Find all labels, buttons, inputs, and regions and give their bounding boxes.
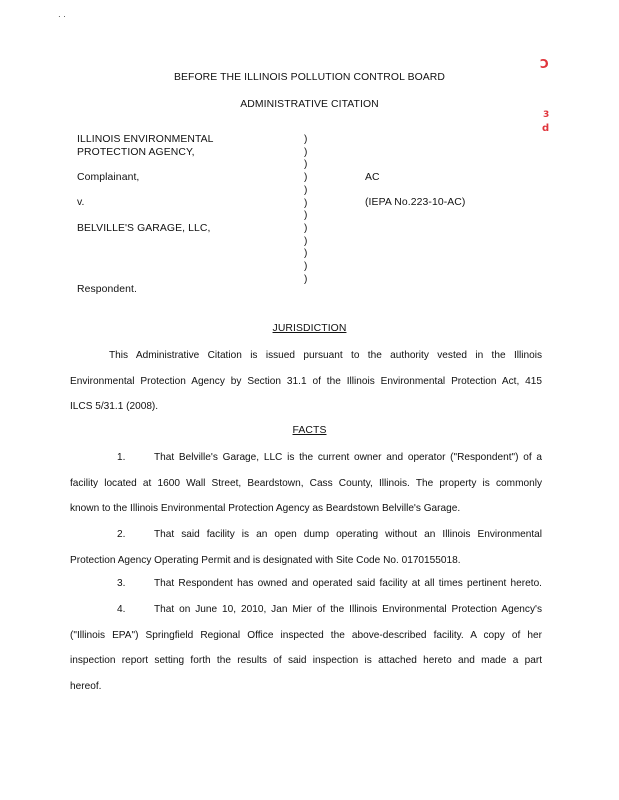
caption-paren: ): [304, 146, 308, 158]
case-number: (IEPA No.223-10-AC): [365, 197, 466, 208]
paragraph-line: Environmental Protection Agency by Section 31.1 of the Illinois Environmental Protection Act, 415: [70, 375, 542, 387]
caption-parentheses: [304, 134, 307, 286]
caption-paren: ): [304, 235, 308, 247]
caption-paren: ): [304, 222, 308, 234]
caption-paren: ): [304, 210, 308, 222]
fact-number: 2.: [117, 529, 126, 540]
caption-paren: ): [304, 134, 308, 145]
caption-paren: ): [304, 248, 308, 260]
fact-4: [70, 597, 542, 699]
paragraph-line: hereof.: [70, 680, 102, 692]
fact-1: [70, 445, 542, 522]
paragraph-line: facility located at 1600 Wall Street, Beardstown, Cass County, Illinois. The property is commonly: [70, 477, 542, 489]
paragraph-line: That said facility is an open dump operating without an Illinois Environmental: [154, 529, 542, 540]
case-type: AC: [365, 172, 380, 183]
paragraph-line: inspection report setting forth the results of said inspection is attached hereto and made a part: [70, 655, 542, 666]
complainant-label: Complainant,: [77, 172, 140, 183]
respondent-label: Respondent.: [77, 284, 138, 295]
jurisdiction-paragraph: [70, 343, 542, 420]
red-margin-mark: d: [542, 123, 550, 134]
fact-3: [70, 571, 542, 597]
document-title: ADMINISTRATIVE CITATION: [240, 99, 379, 110]
paragraph-line: This Administrative Citation is issued pursuant to the authority vested in the Illinois: [109, 350, 542, 361]
scan-mark: · ·: [58, 12, 66, 21]
caption-paren: ): [304, 273, 308, 285]
jurisdiction-heading: JURISDICTION: [272, 323, 347, 334]
paragraph-line: Protection Agency Operating Permit and is designated with Site Code No. 0170155018.: [70, 554, 461, 566]
caption-paren: ): [304, 261, 308, 273]
paragraph-line: That Belville's Garage, LLC is the current owner and operator ("Respondent") of a: [154, 452, 542, 463]
red-margin-mark: 3: [543, 110, 550, 120]
red-margin-mark: Ↄ: [540, 57, 549, 71]
versus: v.: [77, 197, 85, 208]
fact-2: [70, 522, 542, 573]
complainant-name-line2: PROTECTION AGENCY,: [77, 147, 195, 158]
caption-paren: ): [304, 159, 308, 171]
paragraph-line: ILCS 5/31.1 (2008).: [70, 401, 159, 412]
caption-paren: ): [304, 197, 308, 209]
paragraph-line: known to the Illinois Environmental Protection Agency as Beardstown Belville's Garage.: [70, 503, 461, 514]
facts-heading: FACTS: [292, 425, 327, 436]
caption-paren: ): [304, 184, 308, 196]
paragraph-line: That Respondent has owned and operated said facility at all times pertinent hereto.: [154, 578, 542, 589]
fact-number: 4.: [117, 604, 126, 615]
fact-number: 1.: [117, 452, 126, 463]
complainant-name-line1: ILLINOIS ENVIRONMENTAL: [77, 134, 214, 145]
fact-number: 3.: [117, 578, 126, 589]
paragraph-line: ("Illinois EPA") Springfield Regional Office inspected the above-described facility. A copy of her: [70, 629, 542, 641]
caption-paren: ): [304, 172, 308, 184]
respondent-name: BELVILLE'S GARAGE, LLC,: [77, 223, 211, 234]
paragraph-line: That on June 10, 2010, Jan Mier of the Illinois Environmental Protection Agency's: [154, 604, 542, 615]
board-title: BEFORE THE ILLINOIS POLLUTION CONTROL BOARD: [173, 72, 446, 83]
